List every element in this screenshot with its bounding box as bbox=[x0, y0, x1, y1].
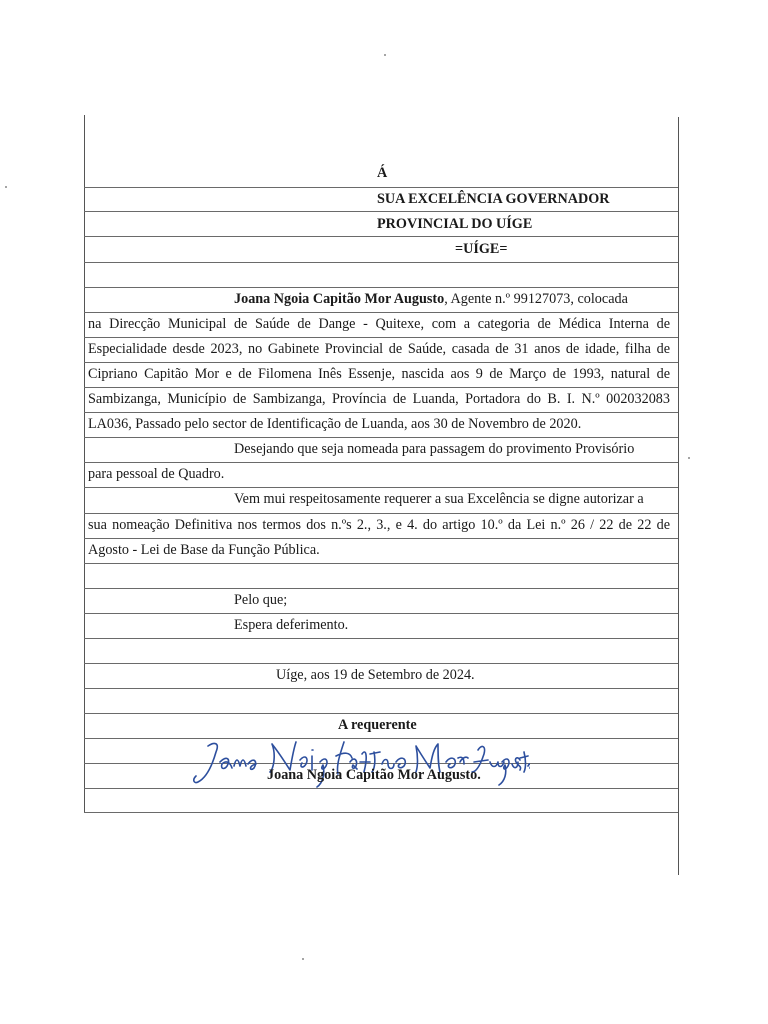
paragraph-1-line-6: LA036, Passado pelo sector de Identificação de Luanda, aos 30 de Novembro de 2020. bbox=[88, 416, 582, 432]
ruled-line bbox=[84, 513, 678, 514]
paragraph-1-line-1 bbox=[234, 290, 628, 308]
ruled-line bbox=[84, 613, 678, 614]
ruled-line bbox=[84, 211, 678, 212]
handwritten-signature bbox=[190, 732, 530, 794]
ruled-line bbox=[84, 337, 678, 338]
ruled-line bbox=[84, 312, 678, 313]
ruled-line bbox=[84, 362, 678, 363]
ruled-line bbox=[84, 287, 678, 288]
ruled-line bbox=[84, 563, 678, 564]
ruled-line bbox=[84, 236, 678, 237]
agent-number-text: , Agente n.º 99127073, colocada bbox=[444, 291, 628, 307]
paragraph-1-line-3: Especialidade desde 2023, no Gabinete Provincial de Saúde, casada de 31 anos de idade, filha de bbox=[88, 341, 670, 357]
ruled-line bbox=[84, 387, 678, 388]
ruled-line bbox=[84, 588, 678, 589]
right-margin-line bbox=[678, 117, 679, 875]
printed-name: Joana Ngoia Capitão Mor Augusto. bbox=[267, 767, 481, 783]
address-line-2: PROVINCIAL DO UÍGE bbox=[377, 216, 533, 232]
paragraph-1-line-2: na Direcção Municipal de Saúde de Dange - Quitexe, com a categoria de Médica Interna de bbox=[88, 316, 670, 332]
ruled-line bbox=[84, 538, 678, 539]
ruled-line bbox=[84, 412, 678, 413]
applicant-name: Joana Ngoia Capitão Mor Augusto bbox=[234, 291, 445, 307]
ruled-line bbox=[84, 812, 678, 813]
scan-speck bbox=[688, 457, 690, 459]
paragraph-2-line-2: para pessoal de Quadro. bbox=[88, 466, 225, 482]
address-to: Á bbox=[377, 165, 388, 181]
scan-speck bbox=[384, 54, 386, 56]
closing-pelo-que: Pelo que; bbox=[234, 592, 288, 608]
address-line-1: SUA EXCELÊNCIA GOVERNADOR bbox=[377, 191, 610, 207]
paragraph-2-line-1: Desejando que seja nomeada para passagem do provimento Provisório bbox=[234, 441, 635, 457]
ruled-line bbox=[84, 437, 678, 438]
address-line-3: =UÍGE= bbox=[455, 241, 508, 257]
paragraph-3-line-2: sua nomeação Definitiva nos termos dos n.ºs 2., 3., e 4. do artigo 10.º da Lei n.º 26 / 22 de 22 de bbox=[88, 517, 670, 533]
ruled-line bbox=[84, 187, 678, 188]
ruled-line bbox=[84, 462, 678, 463]
ruled-line bbox=[84, 638, 678, 639]
paragraph-3-line-3: Agosto - Lei de Base da Função Pública. bbox=[88, 542, 320, 558]
scan-speck bbox=[5, 186, 7, 188]
scan-speck bbox=[302, 958, 304, 960]
ruled-line bbox=[84, 688, 678, 689]
place-and-date: Uíge, aos 19 de Setembro de 2024. bbox=[276, 667, 475, 683]
paragraph-1-line-4: Cipriano Capitão Mor e de Filomena Inês Essenje, nascida aos 9 de Março de 1993, natural de bbox=[88, 366, 670, 382]
paragraph-3-line-1: Vem mui respeitosamente requerer a sua Excelência se digne autorizar a bbox=[234, 491, 644, 507]
paragraph-1-line-5: Sambizanga, Município de Sambizanga, Província de Luanda, Portadora do B. I. N.º 002032083 bbox=[88, 391, 670, 407]
closing-espera-deferimento: Espera deferimento. bbox=[234, 617, 349, 633]
ruled-line bbox=[84, 262, 678, 263]
left-margin-line bbox=[84, 115, 85, 812]
ruled-line bbox=[84, 663, 678, 664]
ruled-line bbox=[84, 713, 678, 714]
signatory-role: A requerente bbox=[338, 717, 417, 733]
ruled-line bbox=[84, 487, 678, 488]
